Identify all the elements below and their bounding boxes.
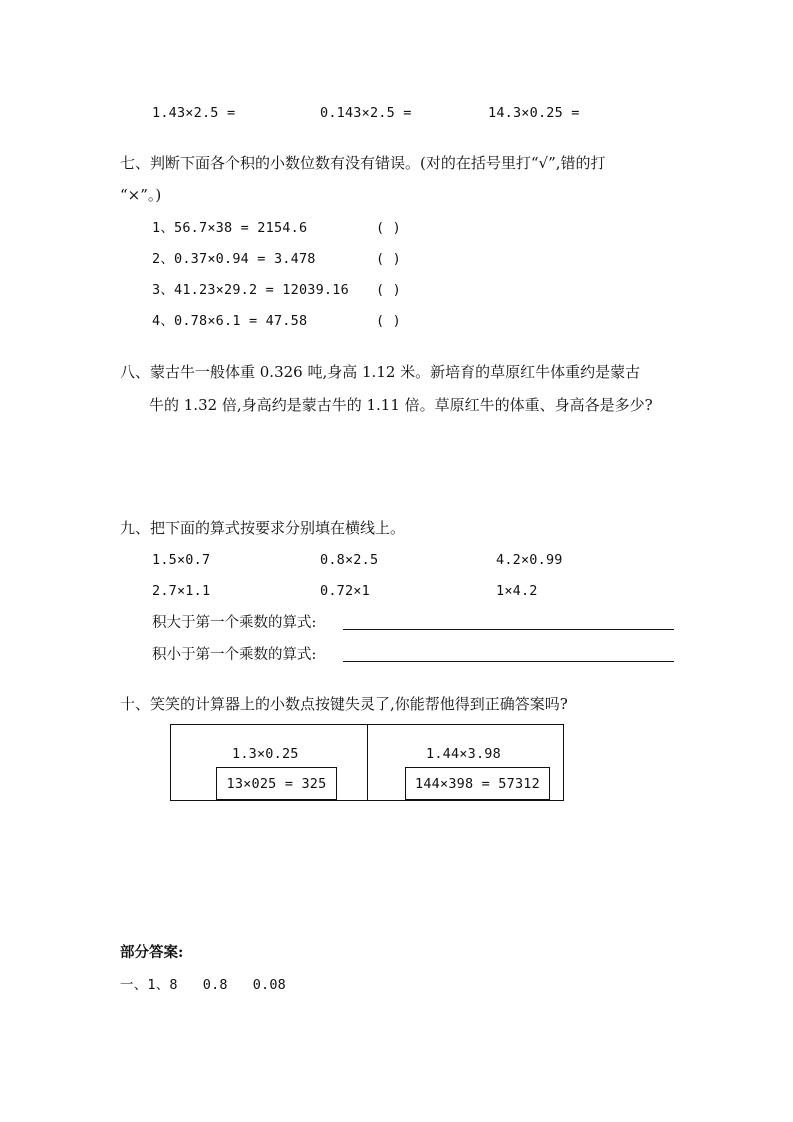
section7-title-line1: 七、判断下面各个积的小数位数有没有错误。(对的在括号里打“√”,错的打 (120, 154, 606, 172)
answers-line1: 一、1、8 0.8 0.08 (120, 977, 287, 993)
section8-line2: 牛的 1.32 倍,身高约是蒙古牛的 1.11 倍。草原红牛的体重、身高各是多少? (149, 396, 653, 414)
section9-expr-6: 1×4.2 (496, 583, 538, 599)
section7-item-4-paren[interactable]: ( ) (376, 313, 401, 329)
calculator-table-divider (367, 724, 368, 801)
calc-left-display-text: 13×025 = 325 (226, 775, 327, 792)
answer-line-less[interactable] (343, 661, 674, 662)
calc-right-display-text: 144×398 = 57312 (415, 775, 540, 792)
answer-line-greater[interactable] (343, 629, 674, 630)
section7-item-3-paren[interactable]: ( ) (376, 282, 401, 298)
section7-item-3: 3、41.23×29.2 = 12039.16 (152, 282, 349, 298)
calc-left-expr: 1.3×0.25 (232, 746, 299, 762)
top-expr-2: 0.143×2.5 = (320, 105, 412, 121)
calc-right-expr: 1.44×3.98 (426, 746, 501, 762)
section7-item-2: 2、0.37×0.94 = 3.478 (152, 251, 316, 267)
calc-left-display (216, 767, 337, 800)
section9-expr-5: 0.72×1 (320, 583, 370, 599)
section9-expr-4: 2.7×1.1 (152, 583, 211, 599)
section8-line1: 八、蒙古牛一般体重 0.326 吨,身高 1.12 米。新培育的草原红牛体重约是蒙古 (120, 363, 641, 381)
section9-label-less: 积小于第一个乘数的算式: (152, 647, 317, 663)
calc-right-display (405, 767, 550, 800)
section9-label-greater: 积大于第一个乘数的算式: (152, 615, 317, 631)
section10-title: 十、笑笑的计算器上的小数点按键失灵了,你能帮他得到正确答案吗? (120, 695, 568, 713)
section7-item-4: 4、0.78×6.1 = 47.58 (152, 313, 308, 329)
section9-expr-1: 1.5×0.7 (152, 552, 211, 568)
section7-item-1-paren[interactable]: ( ) (376, 220, 401, 236)
section9-expr-3: 4.2×0.99 (496, 552, 563, 568)
section7-item-1: 1、56.7×38 = 2154.6 (152, 220, 308, 236)
section9-expr-2: 0.8×2.5 (320, 552, 379, 568)
top-expr-3: 14.3×0.25 = (488, 105, 580, 121)
section9-title: 九、把下面的算式按要求分别填在横线上。 (120, 519, 406, 537)
top-expr-1: 1.43×2.5 = (152, 105, 236, 121)
section7-item-2-paren[interactable]: ( ) (376, 251, 401, 267)
answers-title: 部分答案: (120, 944, 184, 961)
section7-title-line2: “×”。) (120, 186, 162, 204)
